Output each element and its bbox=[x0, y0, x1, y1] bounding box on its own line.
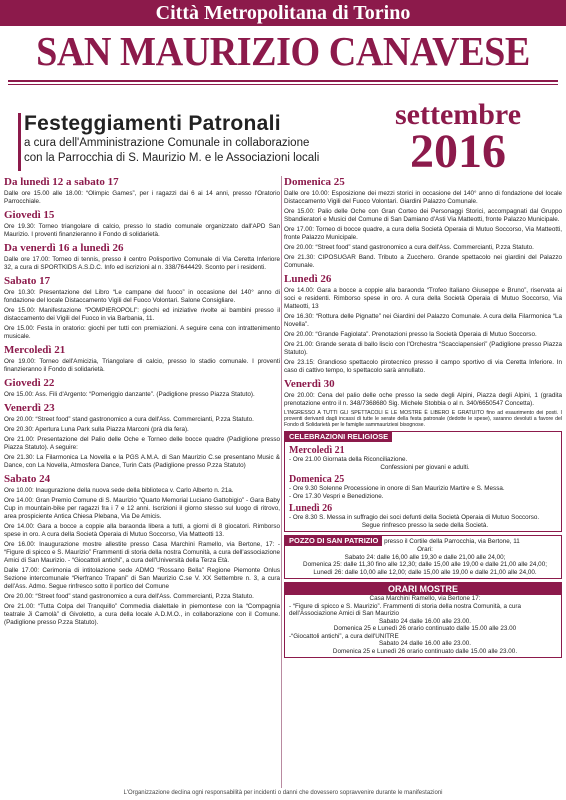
event: Ore 20.30: Apertura Luna Park sulla Piazza Marconi (prà dla fera). bbox=[4, 426, 189, 433]
event: Ore 20.00: “Grande Fagiolata”. Prenotazioni presso la Società Operaia di Mutuo Soccorso. bbox=[284, 331, 537, 338]
header-rule-thin bbox=[8, 84, 558, 85]
day-heading: Giovedì 15 bbox=[4, 209, 55, 221]
exhibit-item: -“Giocattoli antichi”, a cura dell'UNITRE bbox=[289, 632, 399, 640]
religious-box bbox=[284, 431, 562, 532]
exhibit-hours: Domenica 25 e Lunedì 26 orario continuato dalle 15.00 alle 23.00. bbox=[332, 647, 518, 655]
header-rule bbox=[8, 80, 558, 82]
event: Ore 10.30: Presentazione del Libro “Le campane del fuoco” in occasione del 140° anno di fondazione del locale Distaccamento Vigili del Fuoco Volontari. Salone Consigliare. bbox=[4, 289, 280, 304]
rel-item: - Ore 8.30 S. Messa in suffragio dei soci defunti della Società Operaia di Mutuo Soccorso. bbox=[289, 514, 540, 521]
event: Ore 10.00: Inaugurazione della nuova sede della biblioteca v. Carlo Alberto n. 21a. bbox=[4, 487, 234, 494]
event: Dalle ore 17.00: Torneo di tennis, presso il centro Polisportivo Comunale di Via Ceretta Inferiore 32, a cura di SPORTKIDS A.S.D.C. Info ed iscrizioni al n. 338/7644429. Sconto per i residenti. bbox=[4, 256, 280, 271]
event: Ore 15.00: Manifestazione “POMPIEROPOLI”: giochi ed iniziative rivolte ai bambini presso il distaccamento dei Vigili del Fuoco in via Barbania, 11. bbox=[4, 307, 280, 322]
event: Ore 17.00: Torneo di bocce quadre, a cura della Società Operaia di Mutuo Soccorso, Via Matteotti, fronte Palazzo Municipale. bbox=[284, 226, 562, 241]
day-heading: Da venerdì 16 a lunedì 26 bbox=[4, 242, 124, 254]
event: Ore 14.00: Gara a bocce a coppie alla baraonda “Trofeo Italiano Giuseppe e Bruno”, riservata ai soci e residenti. Rimborso spese in oro. A cura della Società Operaia di Mutuo Soccorso, Via Matteotti, 13 bbox=[284, 287, 562, 310]
intro-line-2: con la Parrocchia di S. Maurizio M. e le Associazioni locali bbox=[24, 152, 320, 164]
event: Ore 16.00: Inaugurazione mostre allestite presso Casa Marchini Ramello, via Bertone, 17: - “Figure di spicco e S. Maurizio” Frammenti di storia della nostra Comunità, a cura dell'associazione Amici di San Maurizio. - “Giocattoli antichi”, a cura dell'Università della Terza Età. bbox=[4, 541, 280, 564]
pozzo-box bbox=[284, 535, 562, 579]
event: Ore 14.00: Gara a bocce a coppie alla baraonda libera a tutti, a giorni di 8 giocatori. Rimborso spese in oro. A cura della Società Operaia di Mutuo Soccorso, Via Matteotti 13. bbox=[4, 523, 280, 538]
exhibit-hours-title: ORARI MOSTRE bbox=[285, 583, 561, 595]
event: Ore 23.15: Grandioso spettacolo pirotecnico presso il campo sportivo di via Ceretta Inferiore. In caso di cattivo tempo, lo spettacolo sarà annullato. bbox=[284, 359, 562, 374]
rel-item: - Ore 21.00 Giornata della Riconciliazione. bbox=[289, 456, 408, 463]
pozzo-location: presso il Cortile della Parrocchia, via Bertone, 11 bbox=[384, 538, 520, 545]
exhibit-hours-box bbox=[284, 582, 562, 658]
pozzo-hours: Lunedì 26: dalle 10,00 alle 12,00; dalle 15,00 alle 19,00 e dalle 21,00 alle 24,00. bbox=[313, 568, 537, 576]
religious-title: CELEBRAZIONI RELIGIOSE bbox=[285, 432, 392, 442]
day-heading: Mercoledì 21 bbox=[4, 344, 66, 356]
event: Ore 21.00: “Tutta Colpa del Tranquillo” Commedia dialettale in piemontese con la “Compagnia teatrale Ji Camolà” di Givoletto, a cura della locale A.D.M.O., in collaborazione con il Comune. (Padiglione presso P.zza Statuto). bbox=[4, 603, 280, 626]
rel-item: Segue rinfresco presso la sede della Società. bbox=[361, 521, 489, 529]
event: Ore 15.00: Ass. Fili d'Argento: “Pomeriggio danzante”. (Padiglione presso Piazza Statuto). bbox=[4, 391, 255, 398]
event: Ore 14.00: Gran Premio Comune di S. Maurizio “Quarto Memorial Luciano Gattobigio” - Gara Baby Cup in mountain-bike per ragazzi fra i 7 e 12 anni. Iscrizioni il giorno stesso sul luogo di ritrovo, area prospiciente Antica Chiesa Plebana, Via De Amicis. bbox=[4, 497, 280, 520]
day-heading: Giovedì 22 bbox=[4, 377, 55, 389]
left-column bbox=[4, 176, 280, 627]
column-divider bbox=[281, 176, 282, 788]
event: Dalle ore 15.00 alle 18.00: “Olimpic Games”, per i ragazzi dai 6 ai 14 anni, presso l'Oratorio Parrocchiale. bbox=[4, 190, 280, 205]
rel-item: - Ore 17.30 Vespri e Benedizione. bbox=[289, 492, 384, 500]
festival-title: Festeggiamenti Patronali bbox=[24, 112, 281, 135]
day-heading: Domenica 25 bbox=[284, 176, 345, 188]
day-heading: Mercoledì 21 bbox=[289, 445, 345, 456]
day-heading: Sabato 17 bbox=[4, 275, 51, 287]
right-column bbox=[284, 176, 562, 658]
pozzo-hours: Domenica 25: dalle 11,30 fino alle 12,30; dalle 15,00 alle 19,00 e dalle 21,00 alle 24,00; bbox=[303, 561, 547, 568]
event: Ore 19.30: Torneo triangolare di calcio, presso lo stadio comunale organizzato dall'APD San Maurizio. I proventi finanzieranno il Fondo di solidarietà. bbox=[4, 223, 280, 238]
day-heading: Domenica 25 bbox=[289, 474, 345, 485]
intro-accent-bar bbox=[18, 113, 21, 171]
event: Ore 15.00: Palio delle Oche con Gran Corteo dei Personaggi Storici, accompagnati dal Gruppo Sbandieratori e Musici del Comune di San Damiano d'Asti Via Matteotti, fronte Palazzo Municipale. bbox=[284, 208, 562, 223]
footer-disclaimer: L'Organizzazione declina ogni responsabilità per incidenti o danni che dovessero sopravvenire durante le manifestazioni bbox=[123, 790, 443, 796]
exhibit-hours: Sabato 24 dalle 16.00 alle 23.00. bbox=[378, 640, 472, 647]
exhibit-hours: Domenica 25 e Lunedì 26 orario continuato dalle 15.00 alle 23.00 bbox=[333, 625, 517, 632]
event: Ore 19.00: Torneo dell'Amicizia, Triangolare di calcio, presso lo stadio comunale. I proventi finanzieranno il Fondo di solidarietà. bbox=[4, 358, 280, 373]
event: Ore 21.30: La Filarmonica La Novella e la PGS A.M.A. di San Maurizio C.se presentano Music & Dance, con La Novella, Atmosfera Dance, Turin Cats (Padiglione presso P.zza Statuto) bbox=[4, 454, 280, 469]
city-banner: Città Metropolitana di Torino bbox=[0, 0, 566, 26]
intro-line-1: a cura dell'Amministrazione Comunale in collaborazione bbox=[24, 137, 310, 149]
intro-block bbox=[24, 112, 354, 166]
event: Ore 20.00: “Street food” stand gastronomico a cura dell'Ass. Commercianti, P.zza Statuto. bbox=[284, 244, 534, 251]
exhibit-location: Casa Marchini Ramello, via Bertone 17: bbox=[369, 595, 481, 602]
year-label: 2016 bbox=[410, 125, 506, 178]
pozzo-orari: Orari: bbox=[417, 546, 433, 553]
rel-item: - Ore 9.30 Solenne Processione in onore di San Maurizio Martire e S. Messa. bbox=[289, 485, 505, 492]
day-heading: Lunedì 26 bbox=[289, 503, 333, 514]
pozzo-hours: Sabato 24: dalle 16,00 alle 19,30 e dalle 21,00 alle 24,00; bbox=[344, 553, 506, 561]
event: Ore 21.00: Grande serata di ballo liscio con l'Orchestra “Scacciapensieri” (Padiglione presso Piazza Statuto). bbox=[284, 341, 562, 356]
day-heading: Venerdì 23 bbox=[4, 402, 55, 414]
day-heading: Lunedì 26 bbox=[284, 273, 332, 285]
event: Ore 20.00: “Street food” stand gastronomico a cura dell'Ass. Commercianti, P.zza Statuto. bbox=[4, 593, 254, 600]
rel-item: Confessioni per giovani e adulti. bbox=[380, 463, 470, 471]
event: Ore 15.00: Festa in oratorio: giochi per tutti con premiazioni. A seguire cena con intrattenimento musicale. bbox=[4, 325, 280, 340]
event: Ore 20.00: “Street food” stand gastronomico a cura dell'Ass. Commercianti, P.zza Statuto. bbox=[4, 416, 254, 423]
event: Ore 21.00: Presentazione del Palio delle Oche e Torneo delle bocce quadre (Padiglione presso Piazza Statuto). A seguire: bbox=[4, 436, 280, 451]
exhibit-hours: Sabato 24 dalle 16.00 alle 23.00. bbox=[378, 617, 472, 625]
event: Ore 21.30: CIPOSUGAR Band. Tributo a Zucchero. Grande spettacolo nei giardini del Palazzo Comunale. bbox=[284, 254, 562, 269]
month-label: settembre bbox=[394, 98, 522, 131]
event: Dalle ore 10.00: Esposizione dei mezzi storici in occasione del 140° anno di fondazione del locale Distaccamento Vigili del Fuoco Volontari. Giardini Palazzo Comunale. bbox=[284, 190, 562, 205]
pozzo-title: POZZO DI SAN PATRIZIO bbox=[285, 536, 382, 546]
entry-note: L'INGRESSO A TUTTI GLI SPETTACOLI E LE MOSTRE È LIBERO E GRATUITO fino ad esaurimento dei posti. I proventi derivanti dagli incassi di tutte le serate della festa patronale (dedotte le spese), saranno devoluti a favore del Fondo di Solidarietà per le famiglie sammauriziesi bisognose. bbox=[284, 410, 562, 428]
event: Ore 20.00: Cena del palio delle oche presso la sede degli Alpini, Piazza degli Alpini, 1 (gradita prenotazione entro il n. 348/7368680 Sig. Michele Stobbia o al n. 340/6650547 Concetta). bbox=[284, 392, 562, 407]
day-heading: Sabato 24 bbox=[4, 473, 51, 485]
day-heading: Venerdì 30 bbox=[284, 378, 335, 390]
day-heading: Da lunedì 12 a sabato 17 bbox=[4, 176, 119, 188]
event: Ore 16.30: “Rottura delle Pignatte” nei Giardini del Palazzo Comunale. A cura della Filarmonica “La Novella”. bbox=[284, 313, 562, 328]
event: Dalle 17.00: Cerimonia di intitolazione sede ADMO “Rossano Bella” Regione Piemonte Onlus Sezione intercomunale “Pierfranco Trapani” di San Maurizio C.se V. XX Settembre n. 3, a cura dell'Ass. Admo. Segue rinfresco sotto il portico del Comune bbox=[4, 567, 280, 590]
exhibit-item: - “Figure di spicco e S. Maurizio”. Frammenti di storia della nostra Comunità, a cura dell'Associazione Amici di San Maurizio bbox=[289, 602, 522, 617]
town-title: SAN MAURIZIO CANAVESE bbox=[36, 28, 530, 74]
